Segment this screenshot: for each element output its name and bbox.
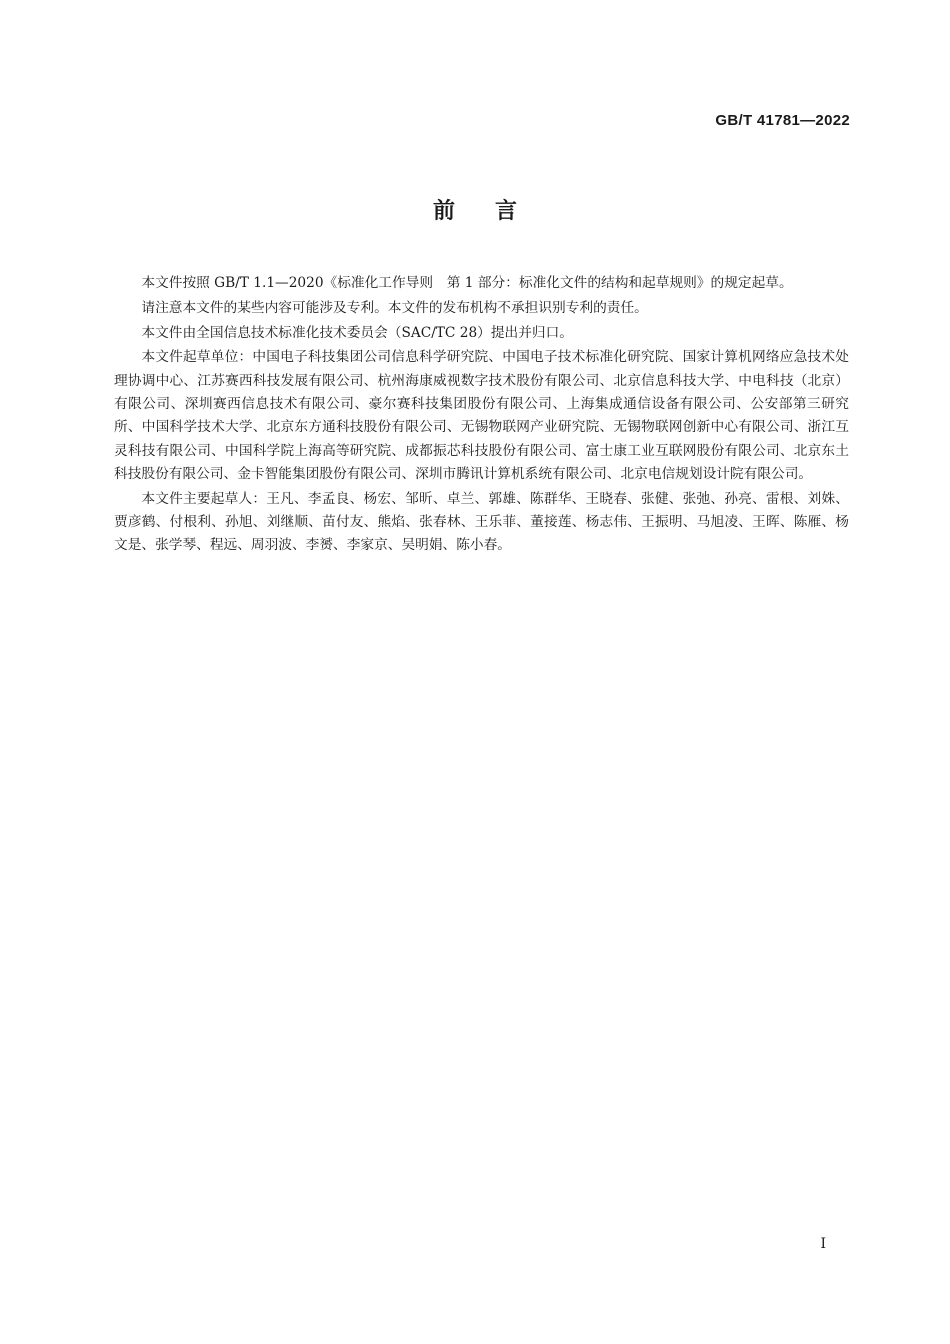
paragraph-committee: 本文件由全国信息技术标准化技术委员会（SAC/TC 28）提出并归口。 [141, 324, 573, 341]
page-number: I [820, 1236, 826, 1252]
foreword-title: 前言 [432, 199, 557, 224]
paragraph-drafting-units: 本文件起草单位：中国电子科技集团公司信息科学研究院、中国电子技术标准化研究院、国家计算机网络应急技术处理协调中心、江苏赛西科技发展有限公司、杭州海康威视数字技术股份有限公司、北京信息科技大学、中电科技（北京）有限公司、深圳赛西信息技术有限公司、豪尔赛科技集团股份有限公司、上海集成通信设备有限公司、公安部第三研究所、中国科学技术大学、北京东方通科技股份有限公司、无锡物联网产业研究院、无锡物联网创新中心有限公司、浙江互灵科技有限公司、中国科学院上海高等研究院、成都振芯科技股份有限公司、富士康工业互联网股份有限公司、北京东土科技股份有限公司、金卡智能集团股份有限公司、深圳市腾讯计算机系统有限公司、北京电信规划设计院有限公司。 [114, 349, 849, 482]
paragraph-patent-notice: 请注意本文件的某些内容可能涉及专利。本文件的发布机构不承担识别专利的责任。 [141, 299, 648, 316]
paragraph-drafters: 本文件主要起草人：王凡、李孟良、杨宏、邹昕、卓兰、郭雄、陈群华、王晓春、张健、张弛、孙亮、雷根、刘姝、贾彦鹤、付根利、孙旭、刘继顺、苗付友、熊焰、张春林、王乐菲、董接莲、杨志伟、王振明、马旭凌、王晖、陈雁、杨文是、张学琴、程远、周羽波、李赟、李家京、吴明娟、陈小春。 [114, 490, 849, 554]
foreword-body [114, 272, 849, 559]
paragraph-drafting-rules: 本文件按照 GB/T 1.1—2020《标准化工作导则 第 1 部分：标准化文件的结构和起草规则》的规定起草。 [141, 275, 793, 291]
standard-code: GB/T 41781—2022 [715, 112, 850, 129]
